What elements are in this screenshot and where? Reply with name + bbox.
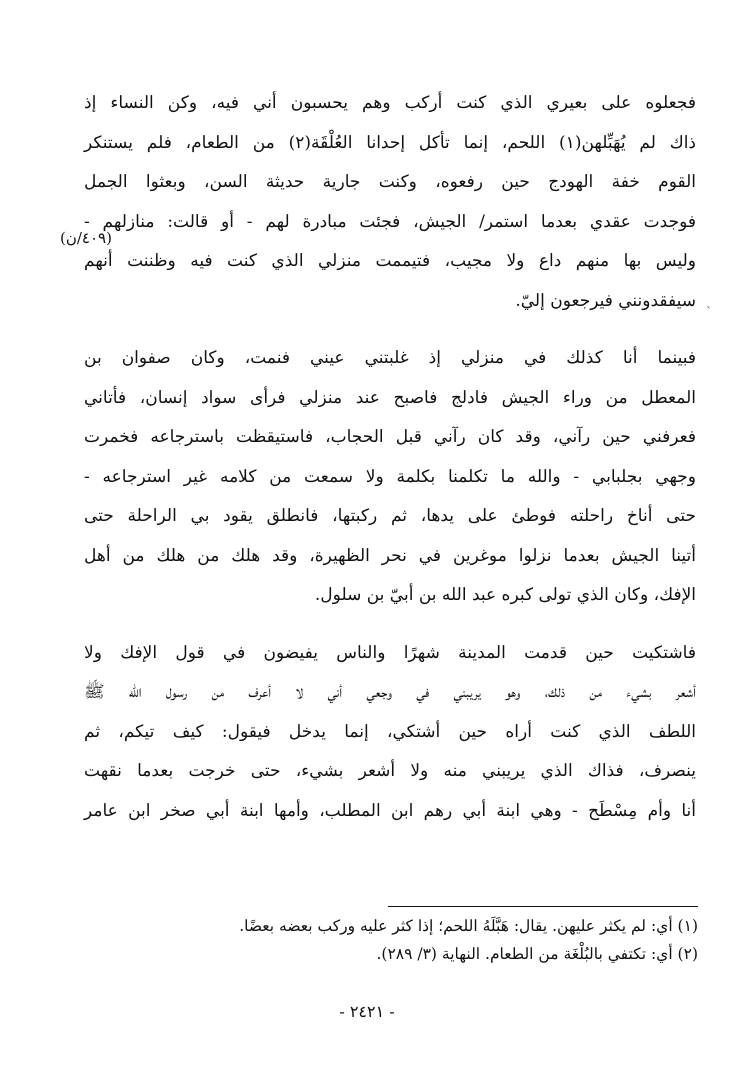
text-line: فجعلوه على بعيري الذي كنت أركب وهم يحسبون أني فيه، وكن النساء إذ bbox=[84, 93, 696, 113]
margin-manuscript-reference: (٤٠٩/ن) bbox=[60, 229, 112, 247]
footnotes bbox=[130, 912, 698, 968]
text-line: فاشتكيت حين قدمت المدينة شهرًا والناس يفيضون في قول الإفك ولا bbox=[84, 642, 696, 663]
text-line: أتينا الجيش بعدما نزلوا موغرين في نحر الظهيرة، وقد هلك من هلك من أهل bbox=[84, 545, 696, 566]
text-line: ينصرف، فذاك الذي يريبني منه ولا أشعر بشيء، حتى خرجت بعدما نقهت bbox=[84, 761, 696, 781]
footnote-1: (١) أي: لم يكثر عليهن. يقال: هَبَّلَهُ اللحم؛ إذا كثر عليه وركب بعضه بعضًا. bbox=[239, 917, 698, 935]
paragraph-1 bbox=[84, 84, 696, 321]
text-line: اللطف الذي كنت أراه حين أشتكي، إنما يدخل فيقول: كيف تيكم، ثم bbox=[84, 721, 696, 742]
footnote-2: (٢) أي: تكتفي بالبُلْغَة من الطعام. النهاية (٣/ ٢٨٩). bbox=[376, 945, 698, 963]
text-line: ذاك لم يُهَبِّلهن(١) اللحم، إنما تأكل إحدانا العُلْقَة(٢) من الطعام، فلم يستنكر bbox=[84, 132, 697, 153]
main-text bbox=[84, 84, 696, 831]
text-line: أشعر بشيء من ذلك، وهو يريبني في وجعي أني لا أعرف من رسول الله ﷺ bbox=[84, 682, 696, 702]
text-line: القوم خفة الهودج حين رفعوه، وكنت جارية حديثة السن، وبعثوا الجمل bbox=[84, 172, 696, 192]
text-line: فوجدت عقدي بعدما استمر/ الجيش، فجئت مبادرة لهم - أو قالت: منازلهم - bbox=[84, 211, 696, 232]
text-line: فبينما أنا كذلك في منزلي إذ غلبتني عيني فنمت، وكان صفوان بن bbox=[84, 348, 696, 368]
stray-mark: ˋ bbox=[706, 305, 712, 319]
text-line: حتى أناخ راحلته فوطئ على يدها، ثم ركبتها، فانطلق يقود بي الراحلة حتى bbox=[84, 506, 696, 526]
text-line: وجهي بجلبابي - والله ما تكلمنا بكلمة ولا سمعت من كلامه غير استرجاعه - bbox=[84, 466, 696, 487]
text-line: الإفك، وكان الذي تولى كبره عبد الله بن أبيّ بن سلول. bbox=[314, 585, 696, 605]
text-line: فعرفني حين رآني، وقد كان رآني قبل الحجاب، فاستيقظت باسترجاعه فخمرت bbox=[84, 427, 696, 447]
text-line: وليس بها منهم داع ولا مجيب، فتيممت منزلي الذي كنت فيه وظننت أنهم bbox=[84, 251, 696, 271]
footnote-separator bbox=[388, 906, 698, 907]
page-number: - ٢٤٢١ - bbox=[339, 1002, 395, 1021]
text-line: أنا وأم مِسْطَح - وهي ابنة أبي رهم ابن المطلب، وأمها ابنة أبي صخر ابن عامر bbox=[84, 800, 696, 821]
text-line: المعطل من وراء الجيش فادلج فاصبح عند منزلي فرأى سواد إنسان، فأتاني bbox=[84, 387, 696, 408]
paragraph-3 bbox=[84, 634, 696, 832]
text-line: سيفقدونني فيرجعون إليّ. bbox=[515, 290, 696, 311]
paragraph-2 bbox=[84, 339, 696, 616]
